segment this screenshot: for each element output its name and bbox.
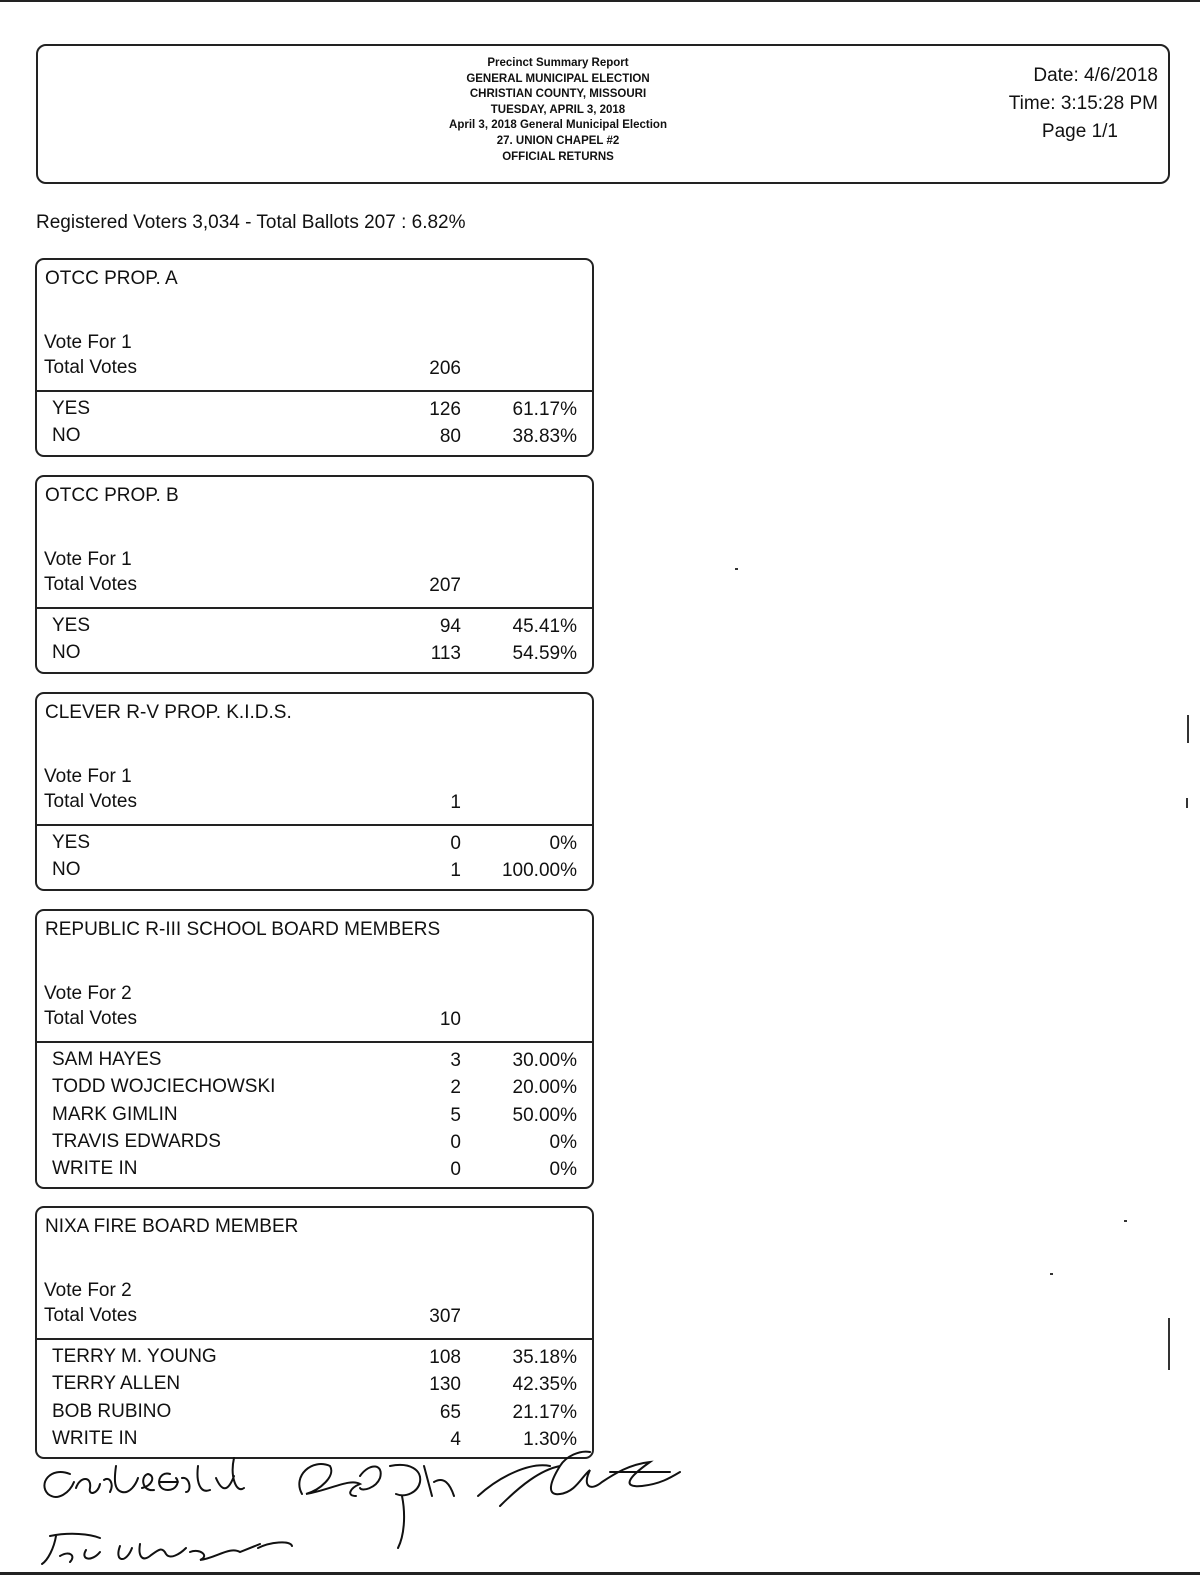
report-time: Time: 3:15:28 PM (1008, 93, 1158, 114)
contest-header (37, 1208, 592, 1340)
turnout-summary: Registered Voters 3,034 - Total Ballots 207 : 6.82% (36, 212, 466, 233)
choice-votes: 1 (450, 860, 461, 882)
contest-box (35, 909, 594, 1189)
report-header (36, 44, 1170, 184)
signature-3 (299, 1464, 454, 1548)
contest-header (37, 477, 592, 609)
choice-percent: 54.59% (512, 643, 577, 665)
choice-row (37, 1371, 592, 1398)
choice-percent: 0% (549, 833, 577, 854)
choice-list (37, 826, 592, 889)
choice-percent: 1.30% (523, 1428, 577, 1450)
choice-votes: 80 (439, 426, 461, 448)
total-votes-value: 1 (450, 792, 461, 813)
scan-mark (1186, 798, 1188, 808)
election-date: TUESDAY, APRIL 3, 2018 (490, 103, 626, 116)
choice-row (37, 640, 592, 667)
page-number: Page 1/1 (1041, 121, 1118, 142)
total-votes-value: 307 (429, 1306, 461, 1327)
choice-name: NO (52, 642, 81, 664)
signatures (30, 1436, 710, 1576)
bottom-border-line (0, 1572, 1200, 1575)
choice-votes: 5 (450, 1104, 461, 1126)
choice-name: TRAVIS EDWARDS (52, 1130, 221, 1152)
contest-title: OTCC PROP. B (45, 485, 179, 506)
choice-votes: 0 (450, 1159, 461, 1181)
scan-mark (1124, 1220, 1127, 1222)
report-title-block (338, 56, 778, 165)
scan-mark (1168, 1318, 1170, 1370)
signature-2 (42, 1534, 292, 1564)
choice-votes: 130 (429, 1374, 461, 1396)
choice-row (37, 1399, 592, 1426)
choice-percent: 21.17% (512, 1401, 577, 1423)
scan-mark (1050, 1273, 1053, 1275)
choice-votes: 4 (450, 1428, 461, 1450)
vote-for-label: Vote For 1 (44, 332, 132, 353)
choice-votes: 65 (439, 1401, 461, 1423)
choice-name: WRITE IN (52, 1158, 138, 1180)
choice-votes: 126 (429, 399, 461, 420)
choice-name: NO (52, 425, 81, 447)
choice-name: TERRY M. YOUNG (52, 1346, 217, 1367)
total-votes-label: Total Votes (44, 1305, 137, 1326)
contest-title: NIXA FIRE BOARD MEMBER (45, 1216, 299, 1237)
choice-name: YES (52, 832, 91, 853)
choice-row (37, 1047, 592, 1074)
report-meta (958, 62, 1158, 146)
choice-votes: 3 (450, 1050, 461, 1071)
choice-row (37, 396, 592, 423)
choice-votes: 94 (439, 616, 461, 637)
returns-status: OFFICIAL RETURNS (502, 150, 614, 163)
contest-header (37, 694, 592, 826)
choice-votes: 0 (450, 1131, 461, 1153)
election-full-name: April 3, 2018 General Municipal Election (449, 119, 667, 132)
vote-for-label: Vote For 1 (44, 766, 132, 787)
contest-box (35, 692, 594, 891)
total-votes-value: 206 (429, 358, 461, 379)
contest-header (37, 911, 592, 1043)
contest-title: OTCC PROP. A (45, 268, 178, 289)
choice-name: TODD WOJCIECHOWSKI (52, 1076, 276, 1098)
contest-box (35, 258, 594, 457)
choice-name: WRITE IN (52, 1427, 138, 1449)
choice-name: SAM HAYES (52, 1049, 162, 1070)
choice-row (37, 1129, 592, 1156)
choice-percent: 61.17% (512, 399, 577, 420)
choice-name: NO (52, 859, 81, 881)
choice-name: BOB RUBINO (52, 1400, 172, 1422)
contest-box (35, 475, 594, 674)
choice-name: YES (52, 398, 91, 419)
choice-votes: 0 (450, 833, 461, 854)
choice-list (37, 392, 592, 455)
choice-list (37, 1043, 592, 1187)
choice-percent: 35.18% (512, 1347, 577, 1368)
choice-percent: 50.00% (512, 1104, 577, 1126)
scan-mark (735, 568, 738, 570)
choice-row (37, 1156, 592, 1183)
precinct-name: 27. UNION CHAPEL #2 (496, 134, 620, 147)
total-votes-value: 10 (439, 1009, 461, 1030)
choice-percent: 20.00% (512, 1077, 577, 1099)
choice-row (37, 613, 592, 640)
contest-title: CLEVER R-V PROP. K.I.D.S. (45, 702, 292, 723)
election-name: GENERAL MUNICIPAL ELECTION (466, 72, 650, 85)
signature-1 (44, 1458, 244, 1497)
choice-name: TERRY ALLEN (52, 1373, 181, 1395)
choice-name: MARK GIMLIN (52, 1103, 178, 1125)
vote-for-label: Vote For 2 (44, 983, 132, 1004)
choice-votes: 2 (450, 1077, 461, 1099)
choice-percent: 38.83% (512, 426, 577, 448)
choice-votes: 113 (430, 643, 461, 665)
choice-list (37, 609, 592, 672)
report-date: Date: 4/6/2018 (1033, 65, 1158, 86)
choice-row (37, 1102, 592, 1129)
county-name: CHRISTIAN COUNTY, MISSOURI (469, 88, 647, 101)
vote-for-label: Vote For 2 (44, 1280, 132, 1301)
choice-row (37, 423, 592, 450)
choice-row (37, 857, 592, 884)
choice-row (37, 830, 592, 857)
contest-title: REPUBLIC R-III SCHOOL BOARD MEMBERS (45, 919, 441, 940)
total-votes-label: Total Votes (44, 1008, 137, 1029)
total-votes-label: Total Votes (44, 791, 137, 812)
vote-for-label: Vote For 1 (44, 549, 132, 570)
total-votes-value: 207 (429, 575, 461, 596)
choice-name: YES (52, 615, 91, 636)
choice-percent: 45.41% (512, 616, 577, 637)
report-title: Precinct Summary Report (487, 57, 629, 69)
total-votes-label: Total Votes (44, 357, 137, 378)
contest-box (35, 1206, 594, 1459)
choice-percent: 30.00% (512, 1050, 577, 1071)
contest-header (37, 260, 592, 392)
scan-mark (1187, 715, 1189, 743)
top-border-line (0, 0, 1200, 6)
choice-row (37, 1074, 592, 1101)
choice-percent: 42.35% (512, 1374, 577, 1396)
choice-votes: 108 (429, 1347, 461, 1368)
choice-percent: 100.00% (501, 860, 577, 882)
choice-row (37, 1344, 592, 1371)
total-votes-label: Total Votes (44, 574, 137, 595)
choice-percent: 0% (549, 1131, 577, 1153)
signature-4 (478, 1452, 680, 1506)
choice-percent: 0% (549, 1159, 577, 1181)
